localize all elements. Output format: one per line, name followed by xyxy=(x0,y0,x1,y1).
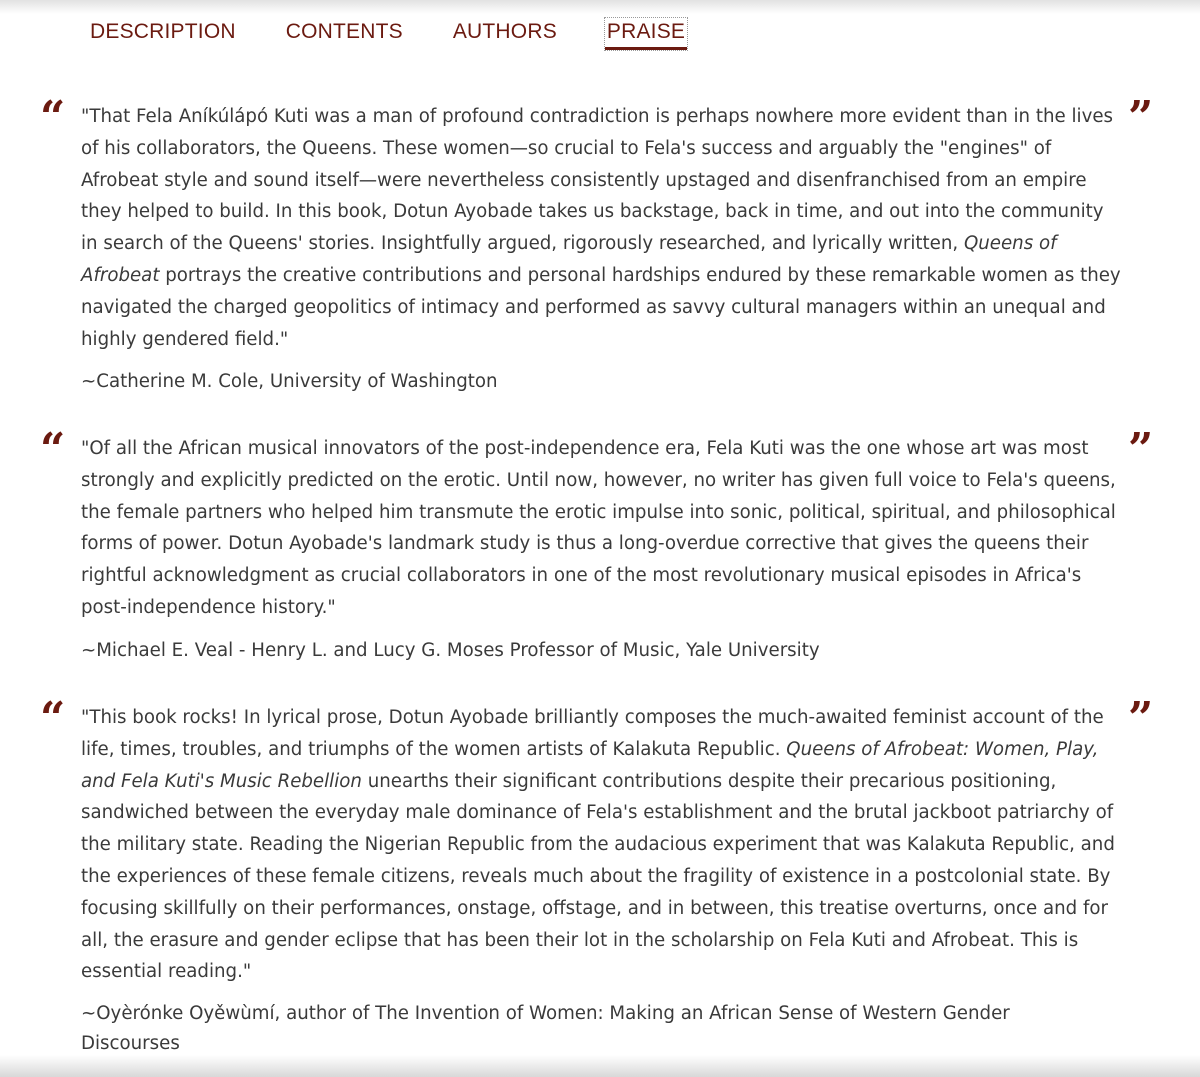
open-quote-icon: “ xyxy=(40,693,66,744)
praise-quote-text xyxy=(81,433,1121,624)
section-tabs xyxy=(88,18,733,50)
tab-praise[interactable]: PRAISE xyxy=(605,18,687,50)
praise-quote-2 xyxy=(40,424,1180,668)
open-quote-icon: “ xyxy=(40,92,66,143)
book-title-italic: Queens of Afrobeat xyxy=(81,233,1057,286)
praise-quote-text xyxy=(81,101,1121,355)
praise-attribution: ~Catherine M. Cole, University of Washington xyxy=(81,371,498,392)
quote-text-segment: "This book rocks! In lyrical prose, Dotun Ayobade brilliantly composes the much-awaited feminist account of the life, times, troubles, and triumphs of the women artists of Kalakuta Republic. xyxy=(81,707,1104,760)
praise-quote-1 xyxy=(40,92,1180,401)
close-quote-icon: ” xyxy=(1128,92,1154,143)
quote-text-segment: "Of all the African musical innovators of the post-independence era, Fela Kuti was the one whose art was most strongly and explicitly predicted on the erotic. Until now, however, no writer has given full voice to Fela's queens, the female partners who helped him transmute the erotic impulse into sonic, political, spiritual, and philosophical forms of power. Dotun Ayobade's landmark study is thus a long-overdue corrective that gives the queens their rightful acknowledgment as crucial collaborators in one of the most revolutionary musical episodes in Africa's post-independence history." xyxy=(81,438,1116,618)
praise-quote-3 xyxy=(40,693,1180,1067)
tab-contents[interactable]: CONTENTS xyxy=(285,20,403,43)
praise-quote-text xyxy=(81,702,1121,988)
praise-attribution: ~Oyèrónke Oyěwùmí, author of The Invention of Women: Making an African Sense of Western Gender Discourses xyxy=(81,1003,1010,1054)
tab-description[interactable]: DESCRIPTION xyxy=(90,20,236,43)
quote-text-segment: portrays the creative contributions and personal hardships endured by these remarkable women as they navigated the charged geopolitics of intimacy and performed as savvy cultural managers within an unequal and highly gendered field." xyxy=(81,264,1121,350)
book-title-italic: Queens of Afrobeat: Women, Play, and Fela Kuti's Music Rebellion xyxy=(81,738,1099,792)
bottom-scroll-shadow xyxy=(0,1055,1200,1077)
quote-text-segment: unearths their significant contributions despite their precarious positioning, sandwiched between the everyday male dominance of Fela's establishment and the brutal jackboot patriarchy of the military state. Reading the Nigerian Republic from the audacious experiment that was Kalakuta Republic, and the experiences of these female citizens, reveals much about the fragility of existence in a postcolonial state. By focusing skillfully on their performances, onstage, offstage, and in between, this treatise overturns, once and for all, the erasure and gender eclipse that has been their lot in the scholarship on Fela Kuti and Afrobeat. This is essential reading." xyxy=(81,770,1115,983)
quote-text-segment: "That Fela Aníkúlápó Kuti was a man of profound contradiction is perhaps nowhere more evident than in the lives of his collaborators, the Queens. These women—so crucial to Fela's success and arguably the "engines" of Afrobeat style and sound itself—were nevertheless consistently upstaged and disenfranchised from an empire they helped to build. In this book, Dotun Ayobade takes us backstage, back in time, and out into the community in search of the Queens' stories. Insightfully argued, rigorously researched, and lyrically written, xyxy=(81,106,1114,255)
close-quote-icon: ” xyxy=(1128,693,1154,744)
close-quote-icon: ” xyxy=(1128,424,1154,475)
tab-authors[interactable]: AUTHORS xyxy=(452,20,557,43)
open-quote-icon: “ xyxy=(40,424,66,475)
praise-attribution: ~Michael E. Veal - Henry L. and Lucy G. Moses Professor of Music, Yale University xyxy=(81,640,820,661)
top-scroll-shadow xyxy=(0,0,1200,14)
